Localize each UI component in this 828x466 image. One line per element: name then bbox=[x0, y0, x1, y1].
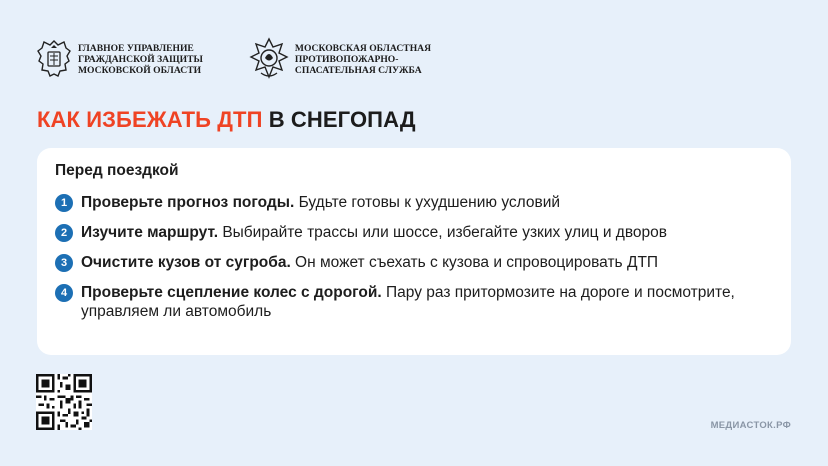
step-description: Пару раз притормозите на дороге и посмотрите, управляем ли автомобиль bbox=[81, 284, 735, 320]
step-number-badge: 1 bbox=[55, 194, 73, 212]
org-fire-service-name: МОСКОВСКАЯ ОБЛАСТНАЯ ПРОТИВОПОЖАРНО- СПАСАТЕЛЬНАЯ СЛУЖБА bbox=[294, 42, 432, 76]
step-title: Изучите маршрут. bbox=[81, 224, 219, 241]
step-number-badge: 2 bbox=[55, 224, 73, 242]
step-title: Проверьте прогноз погоды. bbox=[81, 194, 295, 211]
step-text bbox=[81, 253, 658, 272]
step-text bbox=[81, 283, 741, 321]
step-item bbox=[55, 193, 791, 212]
header-logos bbox=[36, 34, 477, 84]
fire-service-emblem-icon bbox=[249, 37, 289, 81]
step-title: Очистите кузов от сугроба. bbox=[81, 254, 291, 271]
step-number-badge: 4 bbox=[55, 284, 73, 302]
tips-card bbox=[37, 148, 791, 355]
page-title-accent: КАК ИЗБЕЖАТЬ ДТП bbox=[37, 107, 263, 132]
step-item bbox=[55, 283, 791, 321]
step-number-badge: 3 bbox=[55, 254, 73, 272]
step-description: Он может съехать с кузова и спровоцировать ДТП bbox=[290, 254, 659, 271]
org-fire-service bbox=[249, 37, 431, 81]
step-text bbox=[81, 193, 560, 212]
qr-code-icon[interactable] bbox=[36, 374, 92, 430]
org-civil-defense-name: ГЛАВНОЕ УПРАВЛЕНИЕ ГРАЖДАНСКОЙ ЗАЩИТЫ МОСКОВСКОЙ ОБЛАСТИ bbox=[78, 42, 203, 76]
section-heading: Перед поездкой bbox=[55, 162, 179, 179]
org-civil-defense bbox=[36, 39, 203, 79]
footer-brand: МЕДИАСТОК.РФ bbox=[710, 420, 791, 431]
step-item bbox=[55, 253, 791, 272]
step-item bbox=[55, 223, 791, 242]
page-title bbox=[37, 107, 416, 133]
step-description: Будьте готовы к ухудшению условий bbox=[294, 194, 561, 211]
step-description: Выбирайте трассы или шоссе, избегайте узких улиц и дворов bbox=[218, 224, 668, 241]
step-title: Проверьте сцепление колес с дорогой. bbox=[81, 284, 382, 301]
coat-of-arms-icon bbox=[36, 39, 72, 79]
step-text bbox=[81, 223, 667, 242]
page-title-rest: В СНЕГОПАД bbox=[262, 107, 416, 132]
